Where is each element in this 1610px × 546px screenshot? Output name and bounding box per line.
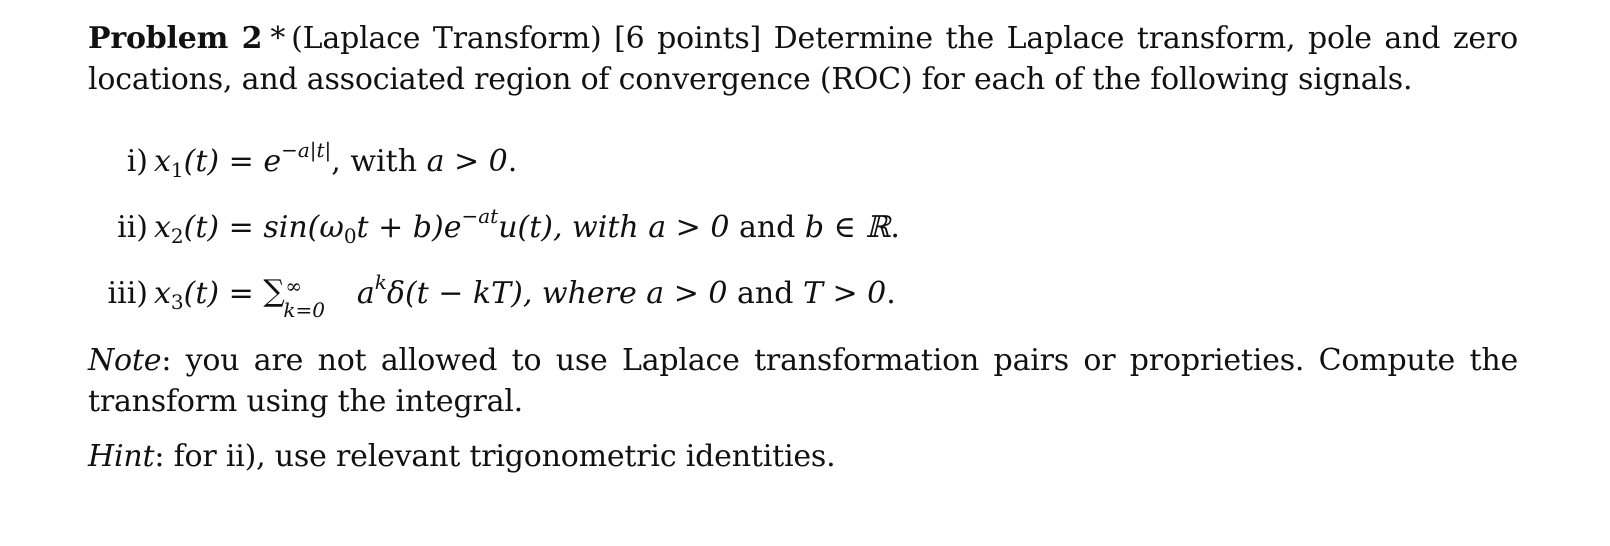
math-expr: a <box>347 276 375 311</box>
math-expr: (t) = <box>183 276 264 311</box>
list-item <box>88 138 1518 182</box>
math-subscript: 0 <box>343 224 357 248</box>
math-condition: a > 0 <box>646 276 728 311</box>
math-expr: (t) = sin(ω <box>183 210 344 245</box>
item-end: . <box>890 210 900 245</box>
math-condition: a > 0 <box>426 144 508 179</box>
math-var: x <box>154 144 171 179</box>
math-var: x <box>154 276 171 311</box>
math-subscript: 3 <box>170 290 184 314</box>
sum-symbol: ∑ <box>263 274 285 309</box>
math-subscript: 2 <box>170 224 184 248</box>
item-label: iii) <box>107 276 148 311</box>
summation <box>263 274 347 322</box>
sum-upper-limit: ∞ <box>285 274 303 298</box>
problem-statement <box>88 18 1518 100</box>
signal-list <box>88 138 1518 322</box>
item-text: , with <box>331 144 427 179</box>
math-condition: T > 0 <box>802 276 887 311</box>
item-end: . <box>886 276 896 311</box>
math-exponent: −at <box>461 204 499 228</box>
hint-label: Hint <box>88 439 155 474</box>
item-body <box>154 204 900 248</box>
math-exponent: −a|t| <box>281 138 332 162</box>
item-label: ii) <box>117 210 148 245</box>
problem-heading: Problem 2 <box>88 21 263 56</box>
item-body <box>154 270 896 322</box>
list-item <box>88 270 1518 322</box>
math-expr: t + b)e <box>356 210 462 245</box>
math-expr: (t) = e <box>183 144 282 179</box>
item-text: and <box>729 210 805 245</box>
item-label: i) <box>126 144 148 179</box>
math-var: x <box>154 210 171 245</box>
note-text: : you are not allowed to use Laplace transformation pairs or proprieties. Compute the transform using the integral. <box>88 343 1518 419</box>
item-body <box>154 138 518 182</box>
problem-page <box>88 18 1518 477</box>
hint-text: : for ii), use relevant trigonometric identities. <box>154 439 836 474</box>
math-condition: a > 0 <box>648 210 730 245</box>
problem-intro: (Laplace Transform) [6 points] Determine the Laplace transform, pole and zero locations, and associated region of convergence (ROC) for each of the following signals. <box>88 21 1518 97</box>
math-subscript: 1 <box>170 158 184 182</box>
hint-paragraph <box>88 436 1518 477</box>
math-condition: b ∈ ℝ <box>804 210 891 245</box>
star-marker: * <box>270 21 286 56</box>
math-exponent: k <box>374 270 387 294</box>
item-text: and <box>727 276 803 311</box>
list-item <box>88 204 1518 248</box>
item-end: . <box>507 144 518 179</box>
note-paragraph <box>88 340 1518 422</box>
sum-lower-limit: k=0 <box>283 298 325 322</box>
math-expr: δ(t − kT), where <box>386 276 647 311</box>
note-label: Note <box>88 343 162 378</box>
item-text: u(t), with <box>498 210 649 245</box>
